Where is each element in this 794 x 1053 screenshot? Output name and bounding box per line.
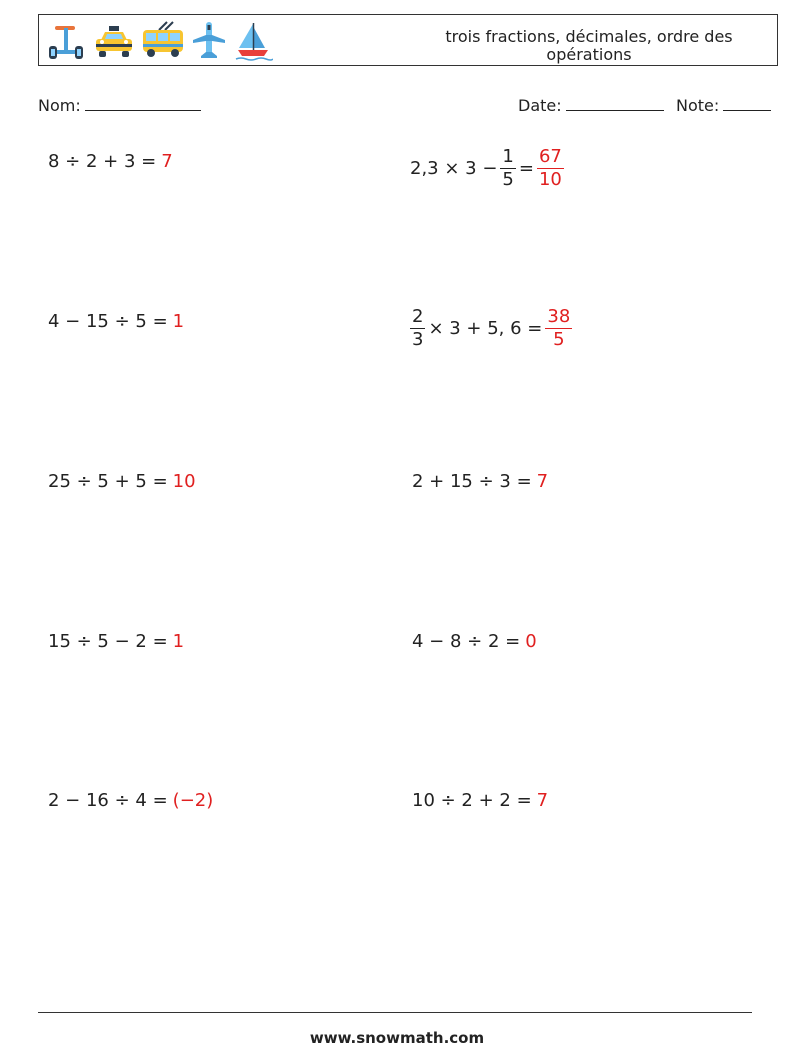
date-field [518,94,664,116]
problem-answer: 7 [536,790,549,811]
problem-expression: × 3 + 5, 6 = [428,317,543,339]
fraction-denominator: 5 [553,329,565,350]
page-title: trois fractions, décimales, ordre des opérations [445,27,733,64]
score-blank[interactable] [723,94,771,111]
problem-answer: 1 [172,631,185,652]
fraction-denominator: 5 [502,169,514,190]
answer-fraction [537,146,564,191]
fraction-denominator: 3 [412,329,424,350]
problem-1 [48,150,173,174]
score-field [676,94,771,116]
problem-expression: 4 − 8 ÷ 2 = [412,631,521,652]
problem-answer: 7 [161,151,173,172]
fraction-numerator: 67 [538,146,562,167]
problem-10 [412,789,548,813]
header-box [38,14,778,66]
problem-answer: 1 [172,311,185,332]
problem-expression: 2 − 16 ÷ 4 = [48,790,168,811]
problem-expression: 4 − 15 ÷ 5 = [48,311,168,332]
answer-fraction [545,306,572,351]
problem-8 [412,630,537,654]
problem-6 [412,470,548,494]
airplane-icon [191,20,227,62]
fraction-numerator: 1 [502,146,514,167]
problem-answer: 10 [172,471,196,492]
footer-divider [38,1012,752,1013]
icon-strip [45,19,273,63]
sailboat-icon [233,20,273,62]
problem-expression: 8 ÷ 2 + 3 = [48,151,157,172]
name-blank[interactable] [85,94,201,111]
taxi-icon [93,20,135,62]
problem-answer: 0 [525,631,537,652]
fraction-denominator: 10 [538,169,562,190]
problem-5 [48,470,196,494]
name-label: Nom: [38,96,81,115]
name-field [38,94,201,116]
problem-2 [410,146,567,191]
score-label: Note: [676,96,720,115]
problem-expression: 25 ÷ 5 + 5 = [48,471,168,492]
fraction [500,146,515,191]
footer-url[interactable]: www.snowmath.com [309,1029,485,1047]
fraction-numerator: 38 [547,306,571,327]
problem-expression: 15 ÷ 5 − 2 = [48,631,168,652]
trolleybus-icon [141,20,185,62]
fraction [410,306,425,351]
problem-3 [48,310,184,334]
problem-4 [410,306,575,351]
problem-9 [48,789,213,813]
date-blank[interactable] [566,94,664,111]
segway-icon [45,20,87,62]
problem-expression: 2,3 × 3 − [410,157,498,179]
equals-sign: = [518,157,534,179]
date-label: Date: [518,96,562,115]
problem-expression: 2 + 15 ÷ 3 = [412,471,532,492]
problem-expression: 10 ÷ 2 + 2 = [412,790,532,811]
fraction-numerator: 2 [412,306,424,327]
problem-answer: (−2) [172,790,214,811]
problem-7 [48,630,184,654]
problem-answer: 7 [536,471,549,492]
